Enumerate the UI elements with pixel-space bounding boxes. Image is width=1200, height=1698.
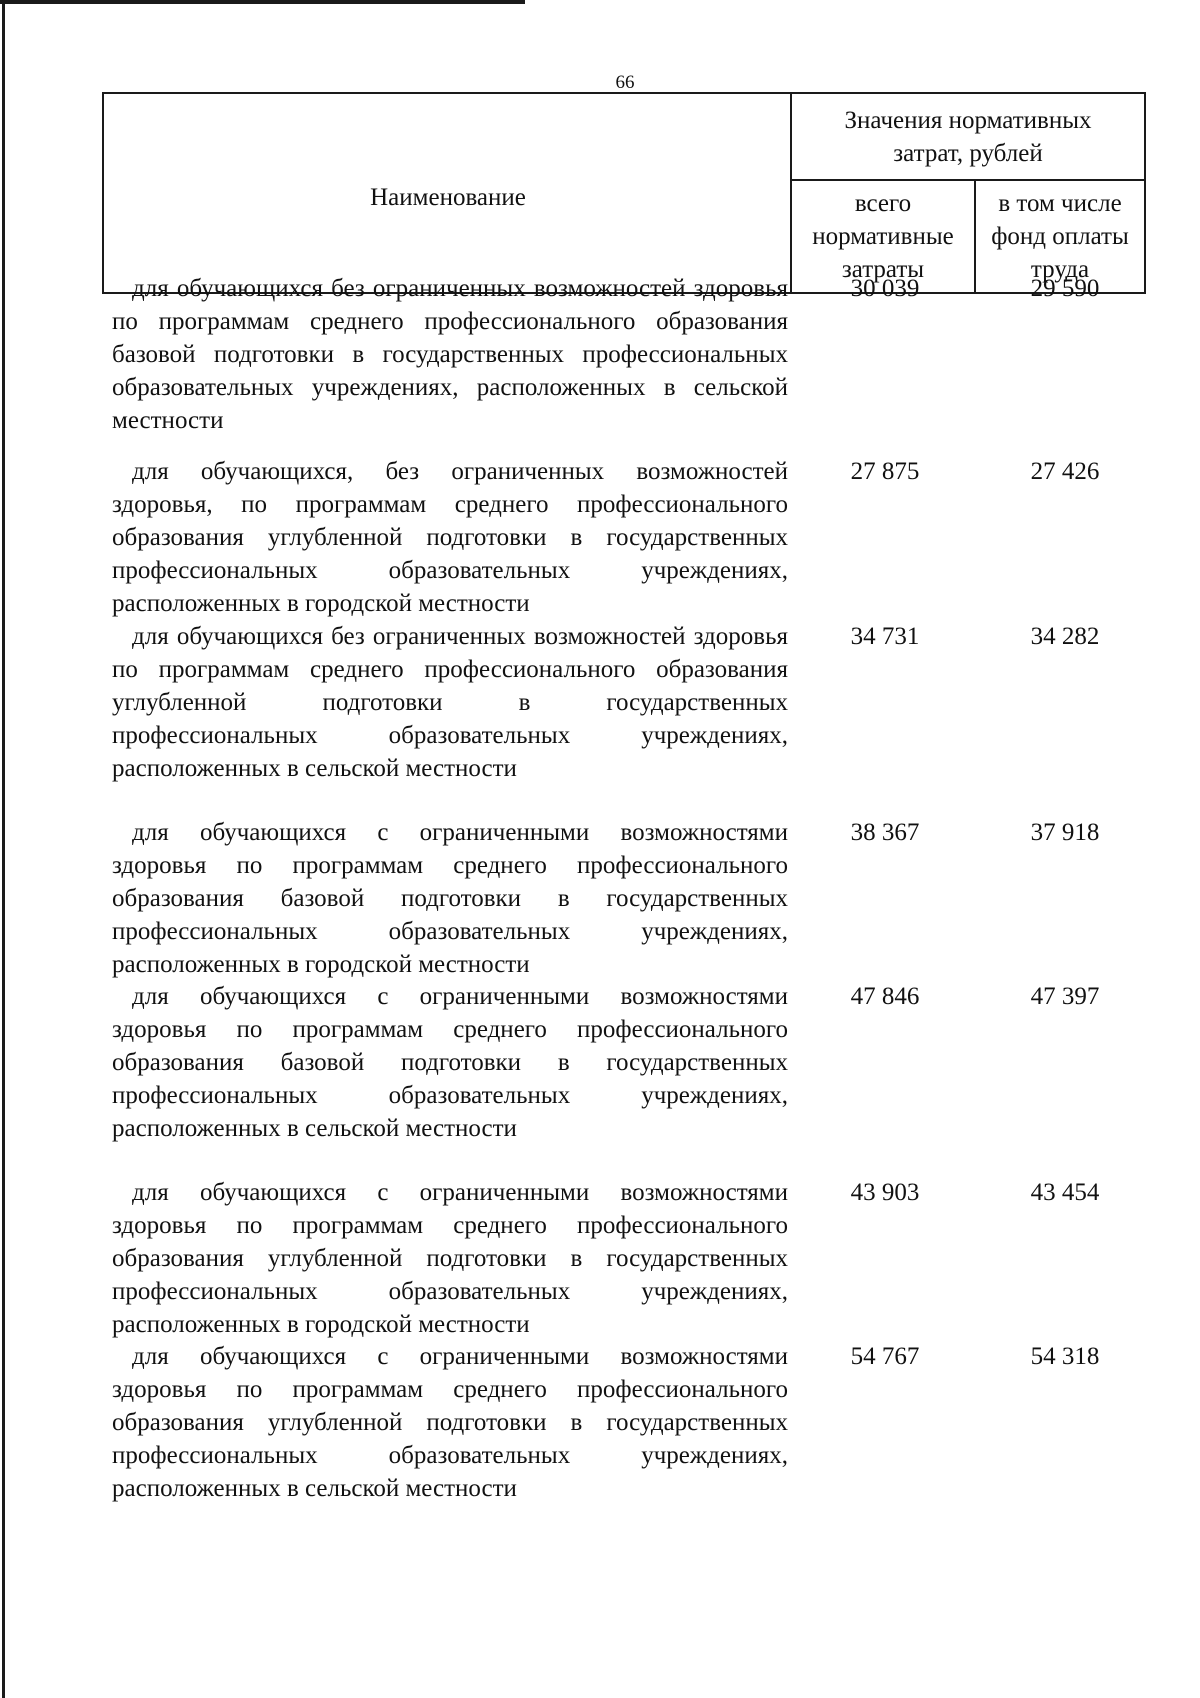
values-group-header	[792, 94, 1144, 181]
payroll-column-label: в том числе фонд оплаты труда	[991, 190, 1129, 283]
total-column-label: всего нормативные затраты	[812, 190, 954, 283]
row-payroll-value: 34 282	[1030, 623, 1100, 650]
row-description: для обучающихся с ограниченными возможностями здоровья по программам среднего профессионального образования базовой подготовки в государственных профессиональных образовательных учреждениях, расположенных в городской местности	[112, 819, 788, 978]
row-total-value: 47 846	[850, 983, 920, 1010]
values-group-label: Значения нормативных затрат, рублей	[844, 106, 1092, 167]
page-number: 66	[615, 72, 635, 93]
scan-edge-top	[0, 0, 525, 4]
table-header	[102, 92, 1146, 294]
row-description: для обучающихся без ограниченных возможностей здоровья по программам среднего профессионального образования базовой подготовки в государственных профессиональных образовательных учреждениях, расположенных в сельской местности	[112, 275, 788, 434]
row-description: для обучающихся с ограниченными возможностями здоровья по программам среднего профессионального образования углубленной подготовки в государственных профессиональных образовательных учреждениях, расположенных в городской местности	[112, 1179, 788, 1338]
row-total-value: 30 039	[850, 275, 920, 302]
row-payroll-value: 54 318	[1030, 1343, 1100, 1370]
row-total-value: 38 367	[850, 819, 920, 846]
row-total-value: 34 731	[850, 623, 920, 650]
row-total-value: 27 875	[850, 458, 920, 485]
row-payroll-value: 47 397	[1030, 983, 1100, 1010]
row-total-value: 43 903	[850, 1179, 920, 1206]
row-payroll-value: 29 590	[1030, 275, 1100, 302]
name-column-header	[104, 94, 792, 292]
row-description: для обучающихся с ограниченными возможностями здоровья по программам среднего профессионального образования углубленной подготовки в государственных профессиональных образовательных учреждениях, расположенных в сельской местности	[112, 1343, 788, 1502]
row-payroll-value: 37 918	[1030, 819, 1100, 846]
scan-edge-left	[2, 0, 5, 1698]
row-description: для обучающихся с ограниченными возможностями здоровья по программам среднего профессионального образования базовой подготовки в государственных профессиональных образовательных учреждениях, расположенных в сельской местности	[112, 983, 788, 1142]
row-payroll-value: 43 454	[1030, 1179, 1100, 1206]
row-description: для обучающихся без ограниченных возможностей здоровья по программам среднего профессионального образования углубленной подготовки в государственных профессиональных образовательных учреждениях, расположенных в сельской местности	[112, 623, 788, 782]
row-total-value: 54 767	[850, 1343, 920, 1370]
row-payroll-value: 27 426	[1030, 458, 1100, 485]
row-description: для обучающихся, без ограниченных возможностей здоровья, по программам среднего профессионального образования углубленной подготовки в государственных профессиональных образовательных учреждениях, расположенных в городской местности	[112, 458, 788, 617]
name-column-label: Наименование	[370, 184, 526, 211]
